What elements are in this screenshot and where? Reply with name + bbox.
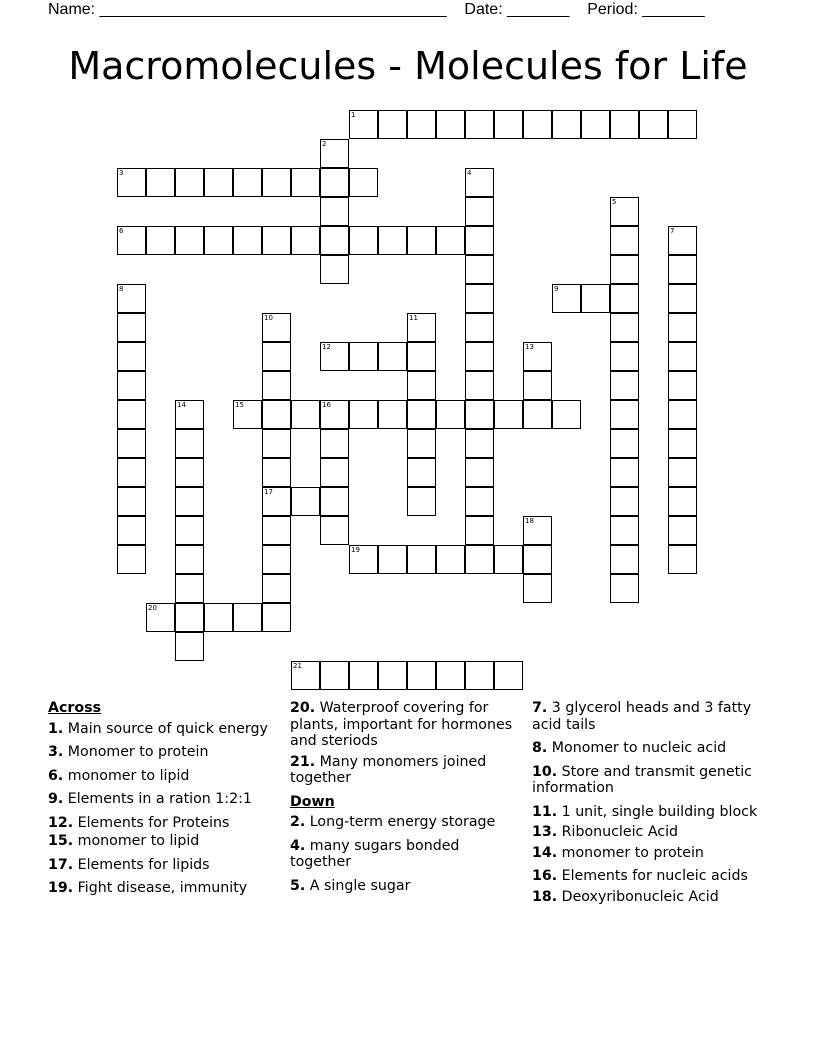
grid-cell[interactable] xyxy=(233,603,262,632)
grid-cell[interactable] xyxy=(668,516,697,545)
clue-number: 17 xyxy=(264,488,273,496)
clue-number: 11 xyxy=(409,314,418,322)
grid-cell[interactable] xyxy=(407,342,436,371)
grid-cell[interactable] xyxy=(175,545,204,574)
grid-cell[interactable] xyxy=(175,632,204,661)
grid-cell[interactable] xyxy=(407,400,436,429)
grid-cell[interactable] xyxy=(552,284,581,313)
grid-cell[interactable] xyxy=(668,371,697,400)
clue-number: 3 xyxy=(119,169,124,177)
grid-cell[interactable] xyxy=(262,603,291,632)
grid-cell[interactable] xyxy=(436,661,465,690)
grid-cell[interactable] xyxy=(117,371,146,400)
down-heading: Down xyxy=(290,793,335,810)
grid-cell[interactable] xyxy=(552,110,581,139)
grid-cell[interactable] xyxy=(668,545,697,574)
date-field[interactable]: _______ xyxy=(507,1,570,18)
grid-cell[interactable] xyxy=(349,168,378,197)
clue-number: 16 xyxy=(322,401,331,409)
grid-cell[interactable] xyxy=(465,342,494,371)
grid-cell[interactable] xyxy=(668,487,697,516)
grid-cell[interactable] xyxy=(175,429,204,458)
name-label: Name: xyxy=(48,1,96,18)
grid-cell[interactable] xyxy=(610,400,639,429)
grid-cell[interactable] xyxy=(320,661,349,690)
grid-cell[interactable] xyxy=(117,487,146,516)
grid-cell[interactable] xyxy=(465,313,494,342)
clue-across-3: 3. Monomer to protein xyxy=(48,744,209,760)
clue-number: 5 xyxy=(612,198,617,206)
clue-across-9: 9. Elements in a ration 1:2:1 xyxy=(48,791,252,807)
grid-cell[interactable] xyxy=(262,342,291,371)
grid-cell[interactable] xyxy=(523,574,552,603)
grid-cell[interactable] xyxy=(175,458,204,487)
grid-cell[interactable] xyxy=(117,342,146,371)
grid-cell[interactable] xyxy=(349,110,378,139)
grid-cell[interactable] xyxy=(610,429,639,458)
grid-cell[interactable] xyxy=(262,429,291,458)
grid-cell[interactable] xyxy=(610,545,639,574)
clue-number: 15 xyxy=(235,401,244,409)
grid-cell[interactable] xyxy=(465,226,494,255)
grid-cell[interactable] xyxy=(291,661,320,690)
grid-cell[interactable] xyxy=(610,313,639,342)
grid-cell[interactable] xyxy=(378,545,407,574)
grid-cell[interactable] xyxy=(117,400,146,429)
period-label: Period: xyxy=(587,1,638,18)
clue-number: 12 xyxy=(322,343,331,351)
grid-cell[interactable] xyxy=(175,516,204,545)
grid-cell[interactable] xyxy=(175,168,204,197)
grid-cell[interactable] xyxy=(291,168,320,197)
grid-cell[interactable] xyxy=(175,574,204,603)
grid-cell[interactable] xyxy=(407,661,436,690)
grid-cell[interactable] xyxy=(349,400,378,429)
grid-cell[interactable] xyxy=(668,458,697,487)
period-field[interactable]: _______ xyxy=(642,1,705,18)
grid-cell[interactable] xyxy=(436,110,465,139)
grid-cell[interactable] xyxy=(494,400,523,429)
grid-cell[interactable] xyxy=(378,342,407,371)
grid-cell[interactable] xyxy=(668,400,697,429)
grid-cell[interactable] xyxy=(146,226,175,255)
grid-cell[interactable] xyxy=(349,342,378,371)
clue-number: 6 xyxy=(119,227,124,235)
clue-across-17: 17. Elements for lipids xyxy=(48,856,210,873)
grid-cell[interactable] xyxy=(523,545,552,574)
grid-cell[interactable] xyxy=(465,516,494,545)
grid-cell[interactable] xyxy=(146,168,175,197)
grid-cell[interactable] xyxy=(668,429,697,458)
grid-cell[interactable] xyxy=(407,429,436,458)
grid-cell[interactable] xyxy=(262,487,291,516)
grid-cell[interactable] xyxy=(175,603,204,632)
grid-cell[interactable] xyxy=(523,371,552,400)
grid-cell[interactable] xyxy=(581,284,610,313)
grid-cell[interactable] xyxy=(175,487,204,516)
grid-cell[interactable] xyxy=(668,284,697,313)
grid-cell[interactable] xyxy=(262,226,291,255)
grid-cell[interactable] xyxy=(262,168,291,197)
grid-cell[interactable] xyxy=(320,458,349,487)
clue-down-10: 10. Store and transmit genetic information xyxy=(532,763,752,796)
clue-number: 4 xyxy=(467,169,472,177)
grid-cell[interactable] xyxy=(117,168,146,197)
clue-down-11: 11. 1 unit, single building block xyxy=(532,803,758,820)
grid-cell[interactable] xyxy=(494,110,523,139)
grid-cell[interactable] xyxy=(320,197,349,226)
grid-cell[interactable] xyxy=(117,429,146,458)
clue-down-4: 4. many sugars bonded together xyxy=(290,837,460,870)
clue-down-5: 5. A single sugar xyxy=(290,877,411,894)
clues-column-1 xyxy=(48,700,280,904)
clue-number: 1 xyxy=(351,111,356,119)
clue-down-8: 8. Monomer to nucleic acid xyxy=(532,740,727,756)
grid-cell[interactable] xyxy=(291,400,320,429)
grid-cell[interactable] xyxy=(465,661,494,690)
clue-across-6: 6. monomer to lipid xyxy=(48,767,190,784)
grid-cell[interactable] xyxy=(465,545,494,574)
grid-cell[interactable] xyxy=(610,458,639,487)
grid-cell[interactable] xyxy=(581,110,610,139)
grid-cell[interactable] xyxy=(320,342,349,371)
across-heading: Across xyxy=(48,700,102,716)
grid-cell[interactable] xyxy=(610,255,639,284)
grid-cell[interactable] xyxy=(262,313,291,342)
grid-cell[interactable] xyxy=(668,110,697,139)
clue-number: 14 xyxy=(177,401,186,409)
grid-cell[interactable] xyxy=(146,603,175,632)
grid-cell[interactable] xyxy=(436,545,465,574)
grid-cell[interactable] xyxy=(233,400,262,429)
grid-cell[interactable] xyxy=(204,226,233,255)
grid-cell[interactable] xyxy=(465,371,494,400)
grid-cell[interactable] xyxy=(494,661,523,690)
clue-number: 21 xyxy=(293,662,302,670)
clue-number: 20 xyxy=(148,604,157,612)
grid-cell[interactable] xyxy=(465,400,494,429)
grid-cell[interactable] xyxy=(262,545,291,574)
grid-cell[interactable] xyxy=(204,603,233,632)
clue-down-18: 18. Deoxyribonucleic Acid xyxy=(532,888,719,905)
grid-cell[interactable] xyxy=(378,110,407,139)
grid-cell[interactable] xyxy=(117,284,146,313)
grid-cell[interactable] xyxy=(407,545,436,574)
grid-cell[interactable] xyxy=(668,342,697,371)
grid-cell[interactable] xyxy=(320,400,349,429)
grid-cell[interactable] xyxy=(552,400,581,429)
grid-cell[interactable] xyxy=(175,226,204,255)
clue-across-15: 15. monomer to lipid xyxy=(48,833,200,849)
grid-cell[interactable] xyxy=(668,313,697,342)
grid-cell[interactable] xyxy=(320,139,349,168)
grid-cell[interactable] xyxy=(233,168,262,197)
clue-down-13: 13. Ribonucleic Acid xyxy=(532,824,679,840)
clue-number: 2 xyxy=(322,140,327,148)
grid-cell[interactable] xyxy=(668,255,697,284)
grid-cell[interactable] xyxy=(523,516,552,545)
page-title: Macromolecules - Molecules for Life xyxy=(68,44,748,88)
clue-number: 10 xyxy=(264,314,273,322)
clue-across-12: 12. Elements for Proteins xyxy=(48,814,230,831)
grid-cell[interactable] xyxy=(320,255,349,284)
grid-cell[interactable] xyxy=(378,661,407,690)
grid-cell[interactable] xyxy=(407,458,436,487)
date-label: Date: xyxy=(464,1,503,18)
grid-cell[interactable] xyxy=(523,342,552,371)
grid-cell[interactable] xyxy=(407,226,436,255)
grid-cell[interactable] xyxy=(465,255,494,284)
clue-down-7: 7. 3 glycerol heads and 3 fatty acid tails xyxy=(532,700,752,733)
grid-cell[interactable] xyxy=(349,545,378,574)
grid-cell[interactable] xyxy=(610,226,639,255)
grid-cell[interactable] xyxy=(407,487,436,516)
grid-cell[interactable] xyxy=(465,429,494,458)
grid-cell[interactable] xyxy=(465,168,494,197)
clue-down-14: 14. monomer to protein xyxy=(532,844,704,861)
grid-cell[interactable] xyxy=(465,110,494,139)
grid-cell[interactable] xyxy=(233,226,262,255)
clue-number: 9 xyxy=(554,285,559,293)
grid-cell[interactable] xyxy=(610,284,639,313)
grid-cell[interactable] xyxy=(262,458,291,487)
clue-number: 7 xyxy=(670,227,675,235)
grid-cell[interactable] xyxy=(465,284,494,313)
grid-cell[interactable] xyxy=(465,458,494,487)
grid-cell[interactable] xyxy=(610,516,639,545)
grid-cell[interactable] xyxy=(349,661,378,690)
grid-cell[interactable] xyxy=(436,226,465,255)
grid-cell[interactable] xyxy=(407,110,436,139)
clue-down-2: 2. Long-term energy storage xyxy=(290,814,496,830)
grid-cell[interactable] xyxy=(378,400,407,429)
grid-cell[interactable] xyxy=(407,313,436,342)
grid-cell[interactable] xyxy=(407,371,436,400)
grid-cell[interactable] xyxy=(494,545,523,574)
grid-cell[interactable] xyxy=(117,545,146,574)
grid-cell[interactable] xyxy=(262,371,291,400)
clue-number: 13 xyxy=(525,343,534,351)
grid-cell[interactable] xyxy=(639,110,668,139)
grid-cell[interactable] xyxy=(465,487,494,516)
clue-across-1: 1. Main source of quick energy xyxy=(48,720,268,737)
grid-cell[interactable] xyxy=(291,226,320,255)
clue-number: 8 xyxy=(119,285,124,293)
grid-cell[interactable] xyxy=(610,342,639,371)
clue-number: 18 xyxy=(525,517,534,525)
grid-cell[interactable] xyxy=(117,458,146,487)
grid-cell[interactable] xyxy=(349,226,378,255)
grid-cell[interactable] xyxy=(291,487,320,516)
clue-across-21: 21. Many monomers joined together xyxy=(290,753,487,786)
grid-cell[interactable] xyxy=(320,429,349,458)
clue-across-19: 19. Fight disease, immunity xyxy=(48,880,248,896)
grid-cell[interactable] xyxy=(610,197,639,226)
grid-cell[interactable] xyxy=(262,516,291,545)
grid-cell[interactable] xyxy=(204,168,233,197)
grid-cell[interactable] xyxy=(465,197,494,226)
clue-across-20: 20. Waterproof covering for plants, important for hormones and steriods xyxy=(290,700,513,749)
grid-cell[interactable] xyxy=(262,574,291,603)
grid-cell[interactable] xyxy=(262,400,291,429)
grid-cell[interactable] xyxy=(117,516,146,545)
clue-number: 19 xyxy=(351,546,360,554)
grid-cell[interactable] xyxy=(117,226,146,255)
grid-cell[interactable] xyxy=(523,110,552,139)
grid-cell[interactable] xyxy=(378,226,407,255)
clues-column-3 xyxy=(532,700,764,912)
grid-cell[interactable] xyxy=(117,313,146,342)
clues-column-2 xyxy=(290,700,522,901)
name-field[interactable]: _______________________________________ xyxy=(99,1,447,18)
grid-cell[interactable] xyxy=(320,487,349,516)
grid-cell[interactable] xyxy=(320,226,349,255)
clue-down-16: 16. Elements for nucleic acids xyxy=(532,868,748,884)
grid-cell[interactable] xyxy=(320,516,349,545)
grid-cell[interactable] xyxy=(523,400,552,429)
grid-cell[interactable] xyxy=(610,371,639,400)
grid-cell[interactable] xyxy=(436,400,465,429)
grid-cell[interactable] xyxy=(320,168,349,197)
grid-cell[interactable] xyxy=(175,400,204,429)
grid-cell[interactable] xyxy=(610,110,639,139)
grid-cell[interactable] xyxy=(610,574,639,603)
grid-cell[interactable] xyxy=(668,226,697,255)
grid-cell[interactable] xyxy=(610,487,639,516)
